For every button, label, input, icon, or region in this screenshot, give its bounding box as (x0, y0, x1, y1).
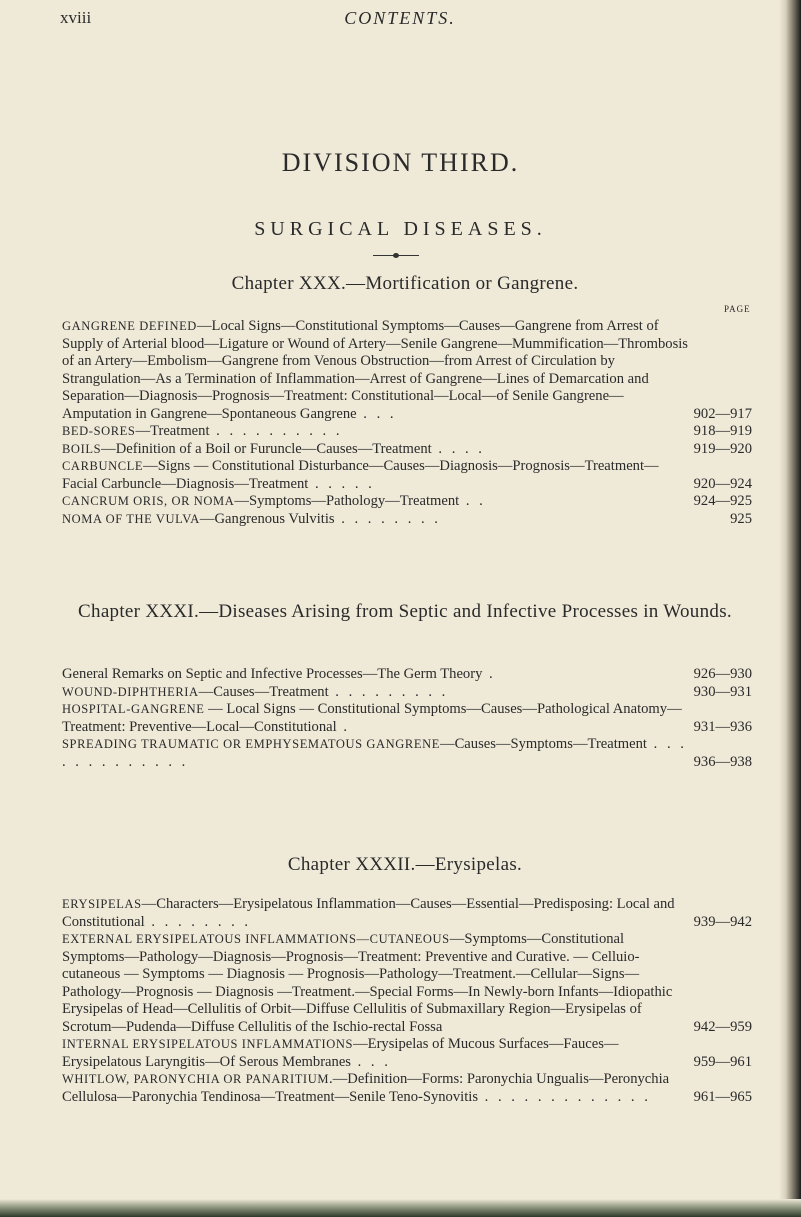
entry-pages: 918—919 (693, 423, 752, 439)
entry-head: WOUND-DIPHTHERIA (62, 684, 199, 699)
entry-leader: . . . . . . . . . . (209, 423, 343, 439)
entry-leader: . . . (356, 405, 397, 422)
page-edge-shadow (779, 0, 801, 1217)
entry-pages: 936—938 (693, 753, 752, 770)
toc-entry (62, 423, 752, 441)
toc-entry (62, 493, 752, 511)
toc-entry (62, 1036, 752, 1071)
entry-head: GANGRENE DEFINED (62, 319, 197, 333)
entry-head: HOSPITAL-GANGRENE (62, 702, 205, 716)
section-title: SURGICAL DISEASES. (254, 218, 547, 240)
entry-head: EXTERNAL ERYSIPELATOUS INFLAMMATIONS—CUTANEOUS (62, 932, 450, 946)
toc-entry (62, 736, 752, 771)
entry-leader: . . . (350, 1053, 391, 1070)
entry-leader: . . . . . (308, 475, 375, 492)
entry-text: —Erysipelas of Mucous Surfaces—Fauces—Erysipelatous Laryngitis—Of Serous Membranes (62, 1036, 619, 1070)
chapter-entries (62, 318, 752, 528)
entry-leader: . . . . (431, 440, 485, 457)
entry-head: WHITLOW, PARONYCHIA OR PANARITIUM (62, 1072, 330, 1086)
entry-text: General Remarks on Septic and Infective Processes—The Germ Theory (62, 666, 483, 682)
toc-entry (62, 896, 752, 931)
toc-entry (62, 458, 752, 493)
entry-head: SPREADING TRAUMATIC OR EMPHYSEMATOUS GANGRENE (62, 737, 440, 751)
toc-entry (62, 1071, 752, 1106)
entry-text: —Symptoms—Pathology—Treatment (234, 493, 460, 509)
entry-pages: 920—924 (693, 475, 752, 492)
entry-leader: . . . . . . . . . . . . . (62, 736, 687, 770)
page-column-label: PAGE (724, 304, 751, 314)
entry-leader: . (336, 718, 350, 735)
chapter-title: Chapter XXX.—Mortification or Gangrene. (231, 273, 579, 294)
entry-text: —Characters—Erysipelatous Inflammation—Causes—Essential—Predisposing: Local and Constitutional (62, 896, 675, 930)
entry-text: —Gangrenous Vulvitis (199, 510, 335, 527)
entry-pages: 924—925 (693, 493, 752, 509)
entry-pages: 942—959 (693, 1018, 752, 1035)
entry-leader: . . . . . . . . (334, 510, 441, 527)
chapter-entries (62, 666, 752, 771)
toc-entry (62, 511, 752, 529)
entry-head: BED-SORES (62, 424, 136, 438)
entry-pages: 931—936 (693, 718, 752, 735)
entry-leader: . . . . . . . . . (328, 683, 449, 700)
entry-pages: 939—942 (693, 913, 752, 930)
toc-entry (62, 701, 752, 736)
page-header (60, 8, 740, 32)
toc-entry (62, 931, 752, 1036)
entry-pages: 926—930 (693, 666, 752, 682)
chapter-title: Chapter XXXII.—Erysipelas. (287, 854, 523, 875)
entry-text: —Signs — Constitutional Disturbance—Causes—Diagnosis—Prognosis—Treatment—Facial Carbuncle—Diagnosis—Treatment (62, 458, 659, 492)
chapter-entries (62, 896, 752, 1106)
chapter-title: Chapter XXXI.—Diseases Arising from Septic and Infective Processes in Wounds. (78, 601, 732, 622)
toc-entry (62, 666, 752, 684)
entry-head: NOMA OF THE VULVA (62, 511, 200, 526)
entry-pages: 925 (730, 510, 752, 527)
entry-text: —Treatment (135, 423, 210, 439)
entry-leader: . . (459, 493, 486, 509)
entry-leader: . (482, 666, 496, 682)
entry-text: — Local Signs — Constitutional Symptoms—Causes—Pathological Anatomy—Treatment: Preventive—Local—Constitutional (62, 701, 682, 735)
division-title: DIVISION THIRD. (281, 148, 520, 177)
page-bottom-shadow (0, 1199, 801, 1217)
entry-leader: . . . . . . . . (144, 913, 252, 930)
entry-text: —Causes—Symptoms—Treatment (439, 736, 647, 752)
entry-pages: 959—961 (693, 1053, 752, 1070)
entry-text: —Local Signs—Constitutional Symptoms—Causes—Gangrene from Arrest of Supply of Arterial blood—Ligature or Wound of Artery—Senile Gangrene—Mummification—Thrombosis of an Artery—Embolism—Gangrene from Venous Obstruction—from Arrest of Circulation by Strangulation—As a Termination of Inflammation—Arrest of Gangrene—Lines of Demarcation and Separation—Diagnosis—Prognosis—Treatment: Constitutional—Local—of Senile Gangrene—Amputation in Gangrene—Spontaneous Gangrene (62, 318, 688, 422)
entry-pages: 961—965 (693, 1088, 752, 1105)
toc-entry (62, 684, 752, 702)
entry-pages: 930—931 (693, 683, 752, 700)
entry-text: .—Definition—Forms: Paronychia Ungualis—Peronychia Cellulosa—Paronychia Tendinosa—Treatment—Senile Teno-Synovitis (62, 1071, 670, 1105)
entry-head: INTERNAL ERYSIPELATOUS INFLAMMATIONS (62, 1037, 354, 1051)
page-folio: xviii (60, 8, 92, 27)
entry-head: CANCRUM ORIS, OR NOMA (62, 494, 235, 508)
entry-head: CARBUNCLE (62, 459, 144, 473)
running-title: CONTENTS. (344, 8, 456, 28)
entry-leader: . . . . . . . . . . . . . (478, 1088, 651, 1105)
entry-pages: 902—917 (693, 405, 752, 422)
entry-text: —Symptoms—Constitutional Symptoms—Pathology—Diagnosis—Prognosis—Treatment: Preventive and Curative. — Celluio-cutaneous — Symptoms — Diagnosis — Prognosis—Pathology—Treatment.—Cellular—Signs—Pathology—Prognosis — Diagnosis —Treatment.—Special Forms—In Newly-born Infants—Idiopathic Erysipelas of Head—Cellulitis of Orbit—Diffuse Cellulitis of Submaxillary Region—Erysipelas of Scrotum—Pudenda—Diffuse Cellulitis of the Ischio-rectal Fossa (62, 931, 673, 1035)
toc-entry (62, 441, 752, 459)
entry-text: —Causes—Treatment (198, 683, 329, 700)
entry-head: BOILS (62, 441, 102, 456)
ornament-divider (373, 253, 419, 257)
toc-entry (62, 318, 752, 423)
entry-head: ERYSIPELAS (62, 897, 142, 911)
entry-text: —Definition of a Boil or Furuncle—Causes—Treatment (101, 440, 432, 457)
entry-pages: 919—920 (693, 440, 752, 457)
